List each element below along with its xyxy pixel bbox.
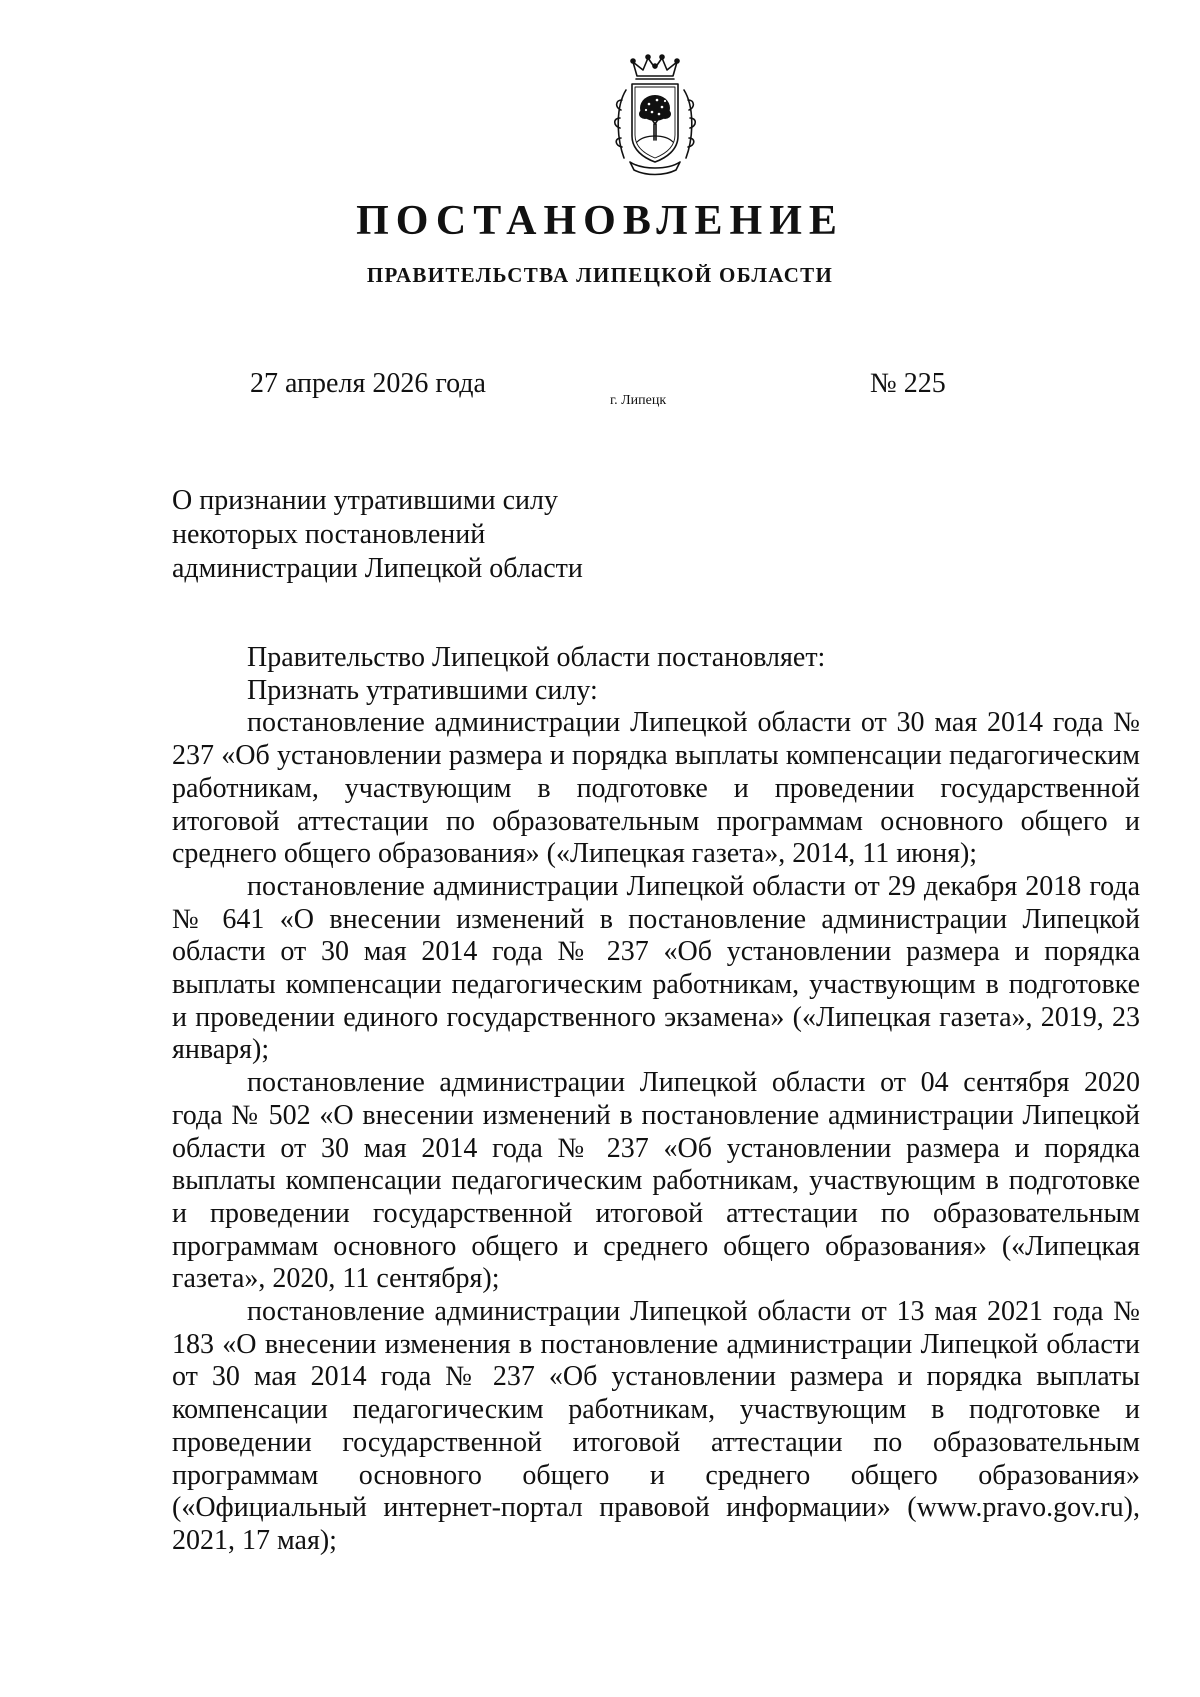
heading-line: некоторых постановлений (172, 519, 486, 550)
body-paragraph: Признать утратившими силу: (247, 674, 598, 706)
document-date: 27 апреля 2026 года (250, 368, 486, 399)
body-paragraph: постановление администрации Липецкой области от 29 декабря 2018 года № 641 «О внесении изменений в постановление администрации Липецкой области от 30 мая 2014 года № 237 «Об установлении размера и порядка выплаты компенсации педагогическим работникам, участвующим в подготовке и проведении единого государственного экзамена» («Липецкая газета», 2019, 23 января); (172, 870, 1140, 1066)
document-number: № 225 (870, 368, 946, 399)
document-body (172, 642, 1140, 1558)
heading-line: О признании утратившими силу (172, 485, 558, 516)
body-paragraph: постановление администрации Липецкой области от 30 мая 2014 года № 237 «Об установлении размера и порядка выплаты компенсации педагогическим работникам, участвующим в подготовке и проведении государственной итоговой аттестации по образовательным программам основного общего и среднего общего образования» («Липецкая газета», 2014, 11 июня); (172, 707, 1140, 870)
document-heading (172, 484, 583, 586)
document-title: ПОСТАНОВЛЕНИЕ (356, 198, 844, 244)
body-paragraph: Правительство Липецкой области постановляет: (247, 642, 826, 673)
body-paragraph: постановление администрации Липецкой области от 04 сентября 2020 года № 502 «О внесении изменений в постановление администрации Липецкой области от 30 мая 2014 года № 237 «Об установлении размера и порядка выплаты компенсации педагогическим работникам, участвующим в подготовке и проведении государственной итоговой аттестации по образовательным программам основного общего и среднего общего образования» («Липецкая газета», 2020, 11 сентября); (172, 1067, 1140, 1295)
document-city: г. Липецк (610, 393, 667, 408)
coat-of-arms-emblem (612, 54, 698, 176)
coat-of-arms-icon (612, 54, 698, 176)
heading-line: администрации Липецкой области (172, 553, 583, 584)
document-subtitle: ПРАВИТЕЛЬСТВА ЛИПЕЦКОЙ ОБЛАСТИ (366, 263, 834, 287)
body-paragraph: постановление администрации Липецкой области от 13 мая 2021 года № 183 «О внесении изменения в постановление администрации Липецкой области от 30 мая 2014 года № 237 «Об установлении размера и порядка выплаты компенсации педагогическим работникам, участвующим в подготовке и проведении государственной итоговой аттестации по образовательным программам основного общего и среднего общего образования» («Официальный интернет-портал правовой информации» (www.pravo.gov.ru), 2021, 17 мая); (172, 1296, 1140, 1556)
